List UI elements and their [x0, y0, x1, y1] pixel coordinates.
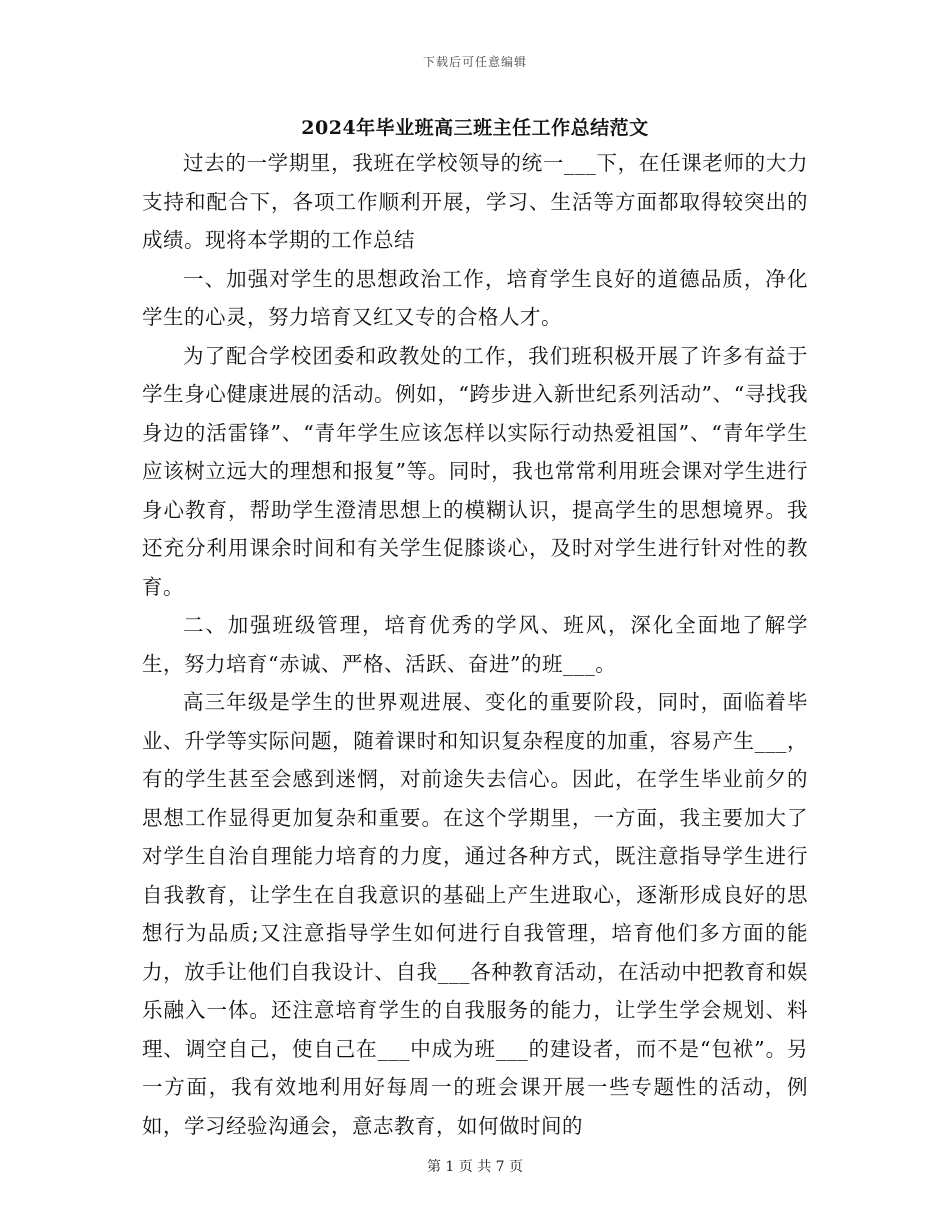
- document-title: 2024年毕业班高三班主任工作总结范文: [301, 117, 649, 139]
- header-note: 下载后可任意编辑: [422, 55, 527, 69]
- page-number-footer: 第 1 页 共 7 页: [426, 1159, 524, 1175]
- paragraph-section-2-heading: 二、加强班级管理，培育优秀的学风、班风，深化全面地了解学生，努力培育“赤诚、严格、活跃、奋进”的班___。: [142, 613, 808, 676]
- document-body: [142, 144, 808, 1145]
- paragraph-intro: 过去的一学期里，我班在学校领导的统一___下，在任课老师的大力支持和配合下，各项工作顺利开展，学习、生活等方面都取得较突出的成绩。现将本学期的工作总结: [142, 151, 808, 252]
- paragraph-section-2-body: 高三年级是学生的世界观进展、变化的重要阶段，同时，面临着毕业、升学等实际问题，随着课时和知识复杂程度的加重，容易产生___，有的学生甚至会感到迷惘，对前途失去信心。因此，在学生毕业前夕的思想工作显得更加复杂和重要。在这个学期里，一方面，我主要加大了对学生自治自理能力培育的力度，通过各种方式，既注意指导学生进行自我教育，让学生在自我意识的基础上产生进取心，逐渐形成良好的思想行为品质;又注意指导学生如何进行自我管理，培育他们多方面的能力，放手让他们自我设计、自我___各种教育活动，在活动中把教育和娱乐融入一体。还注意培育学生的自我服务的能力，让学生学会规划、料理、调空自己，使自己在___中成为班___的建设者，而不是“包袱”。另一方面，我有效地利用好每周一的班会课开展一些专题性的活动，例如，学习经验沟通会，意志教育，如何做时间的: [142, 690, 808, 1138]
- paragraph-section-1-body: 为了配合学校团委和政教处的工作，我们班积极开展了许多有益于学生身心健康进展的活动。例如，“跨步进入新世纪系列活动”、“寻找我身边的活雷锋”、“青年学生应该怎样以实际行动热爱祖国”、“青年学生应该树立远大的理想和报复”等。同时，我也常常利用班会课对学生进行身心教育，帮助学生澄清思想上的模糊认识，提高学生的思想境界。我还充分利用课余时间和有关学生促膝谈心，及时对学生进行针对性的教育。: [142, 343, 808, 599]
- paragraph-section-1-heading: 一、加强对学生的思想政治工作，培育学生良好的道德品质，净化学生的心灵，努力培育又红又专的合格人才。: [142, 266, 808, 329]
